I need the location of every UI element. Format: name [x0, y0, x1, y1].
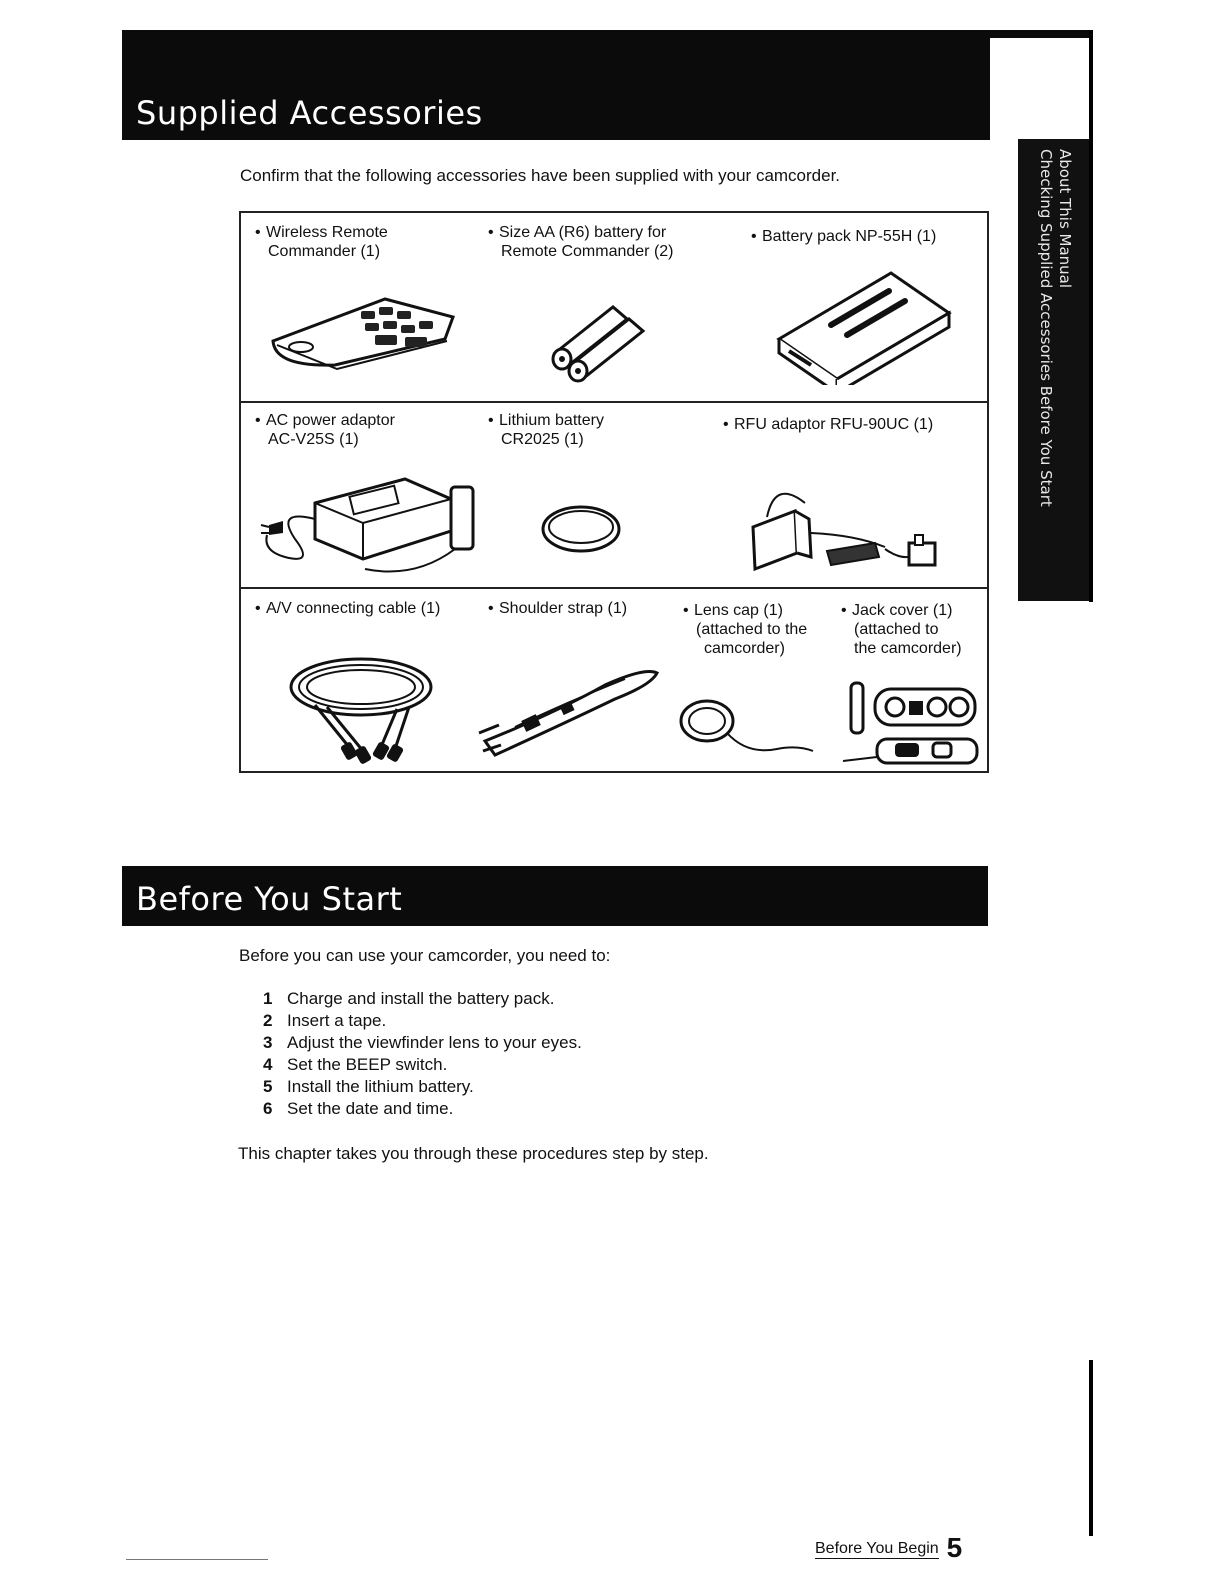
list-item: 1 Charge and install the battery pack. — [263, 989, 555, 1008]
page-edge-rule — [1089, 1360, 1093, 1536]
accessory-label: • AC power adaptor AC-V25S (1) — [255, 412, 395, 448]
before-intro: Before you can use your camcorder, you need to: — [239, 946, 611, 965]
av-cable-illustration — [285, 647, 445, 767]
before-outro: This chapter takes you through these procedures step by step. — [238, 1144, 709, 1163]
footer-chapter-label: Before You Begin — [815, 1540, 939, 1557]
aa-batteries-illustration — [547, 299, 653, 383]
lens-cap-illustration — [677, 693, 817, 761]
header-rule — [990, 30, 1090, 38]
side-tab-line-1: About This Manual — [1056, 149, 1074, 289]
lithium-battery-illustration — [537, 499, 625, 559]
section-title: Supplied Accessories — [136, 94, 483, 132]
list-item: 6 Set the date and time. — [263, 1099, 454, 1118]
accessory-label: • Lithium battery CR2025 (1) — [488, 412, 604, 448]
steps-list — [263, 988, 582, 1120]
accessory-label: • Jack cover (1) (attached to the camcorder) — [841, 602, 962, 657]
section-header-supplied-accessories — [122, 30, 990, 140]
accessory-label: • Lens cap (1) (attached to the camcorder) — [683, 602, 808, 657]
jack-cover-illustration — [841, 677, 981, 769]
list-item: 2 Insert a tape. — [263, 1011, 387, 1030]
battery-pack-illustration — [771, 269, 955, 385]
accessories-row — [241, 213, 987, 401]
accessory-label: • Size AA (R6) battery for Remote Commander (2) — [488, 224, 674, 260]
accessory-label: • Wireless Remote Commander (1) — [255, 224, 388, 260]
accessory-label: • RFU adaptor RFU-90UC (1) — [723, 416, 934, 433]
accessories-row — [241, 587, 987, 773]
section-header-before-you-start — [122, 866, 988, 926]
side-tab-line-2: Checking Supplied Accessories Before You Start — [1037, 149, 1055, 507]
page-number: 5 — [946, 1532, 963, 1563]
list-item: 5 Install the lithium battery. — [263, 1077, 474, 1096]
list-item: 3 Adjust the viewfinder lens to your eyes. — [263, 1033, 582, 1052]
accessory-label: • A/V connecting cable (1) — [255, 600, 441, 617]
remote-commander-illustration — [265, 289, 455, 371]
chapter-side-tab — [1018, 139, 1090, 601]
accessories-row — [241, 401, 987, 589]
ac-power-adaptor-illustration — [255, 469, 477, 579]
page-edge-rule — [1089, 30, 1093, 602]
accessory-label: • Shoulder strap (1) — [488, 600, 628, 617]
bottom-rule — [126, 1559, 268, 1560]
list-item: 4 Set the BEEP switch. — [263, 1055, 448, 1074]
accessories-intro: Confirm that the following accessories have been supplied with your camcorder. — [240, 166, 841, 185]
accessories-table — [239, 211, 989, 773]
shoulder-strap-illustration — [475, 663, 665, 759]
accessory-label: • Battery pack NP-55H (1) — [751, 228, 937, 245]
page-footer — [815, 1532, 962, 1564]
rfu-adaptor-illustration — [745, 473, 945, 581]
section-title: Before You Start — [136, 880, 403, 918]
